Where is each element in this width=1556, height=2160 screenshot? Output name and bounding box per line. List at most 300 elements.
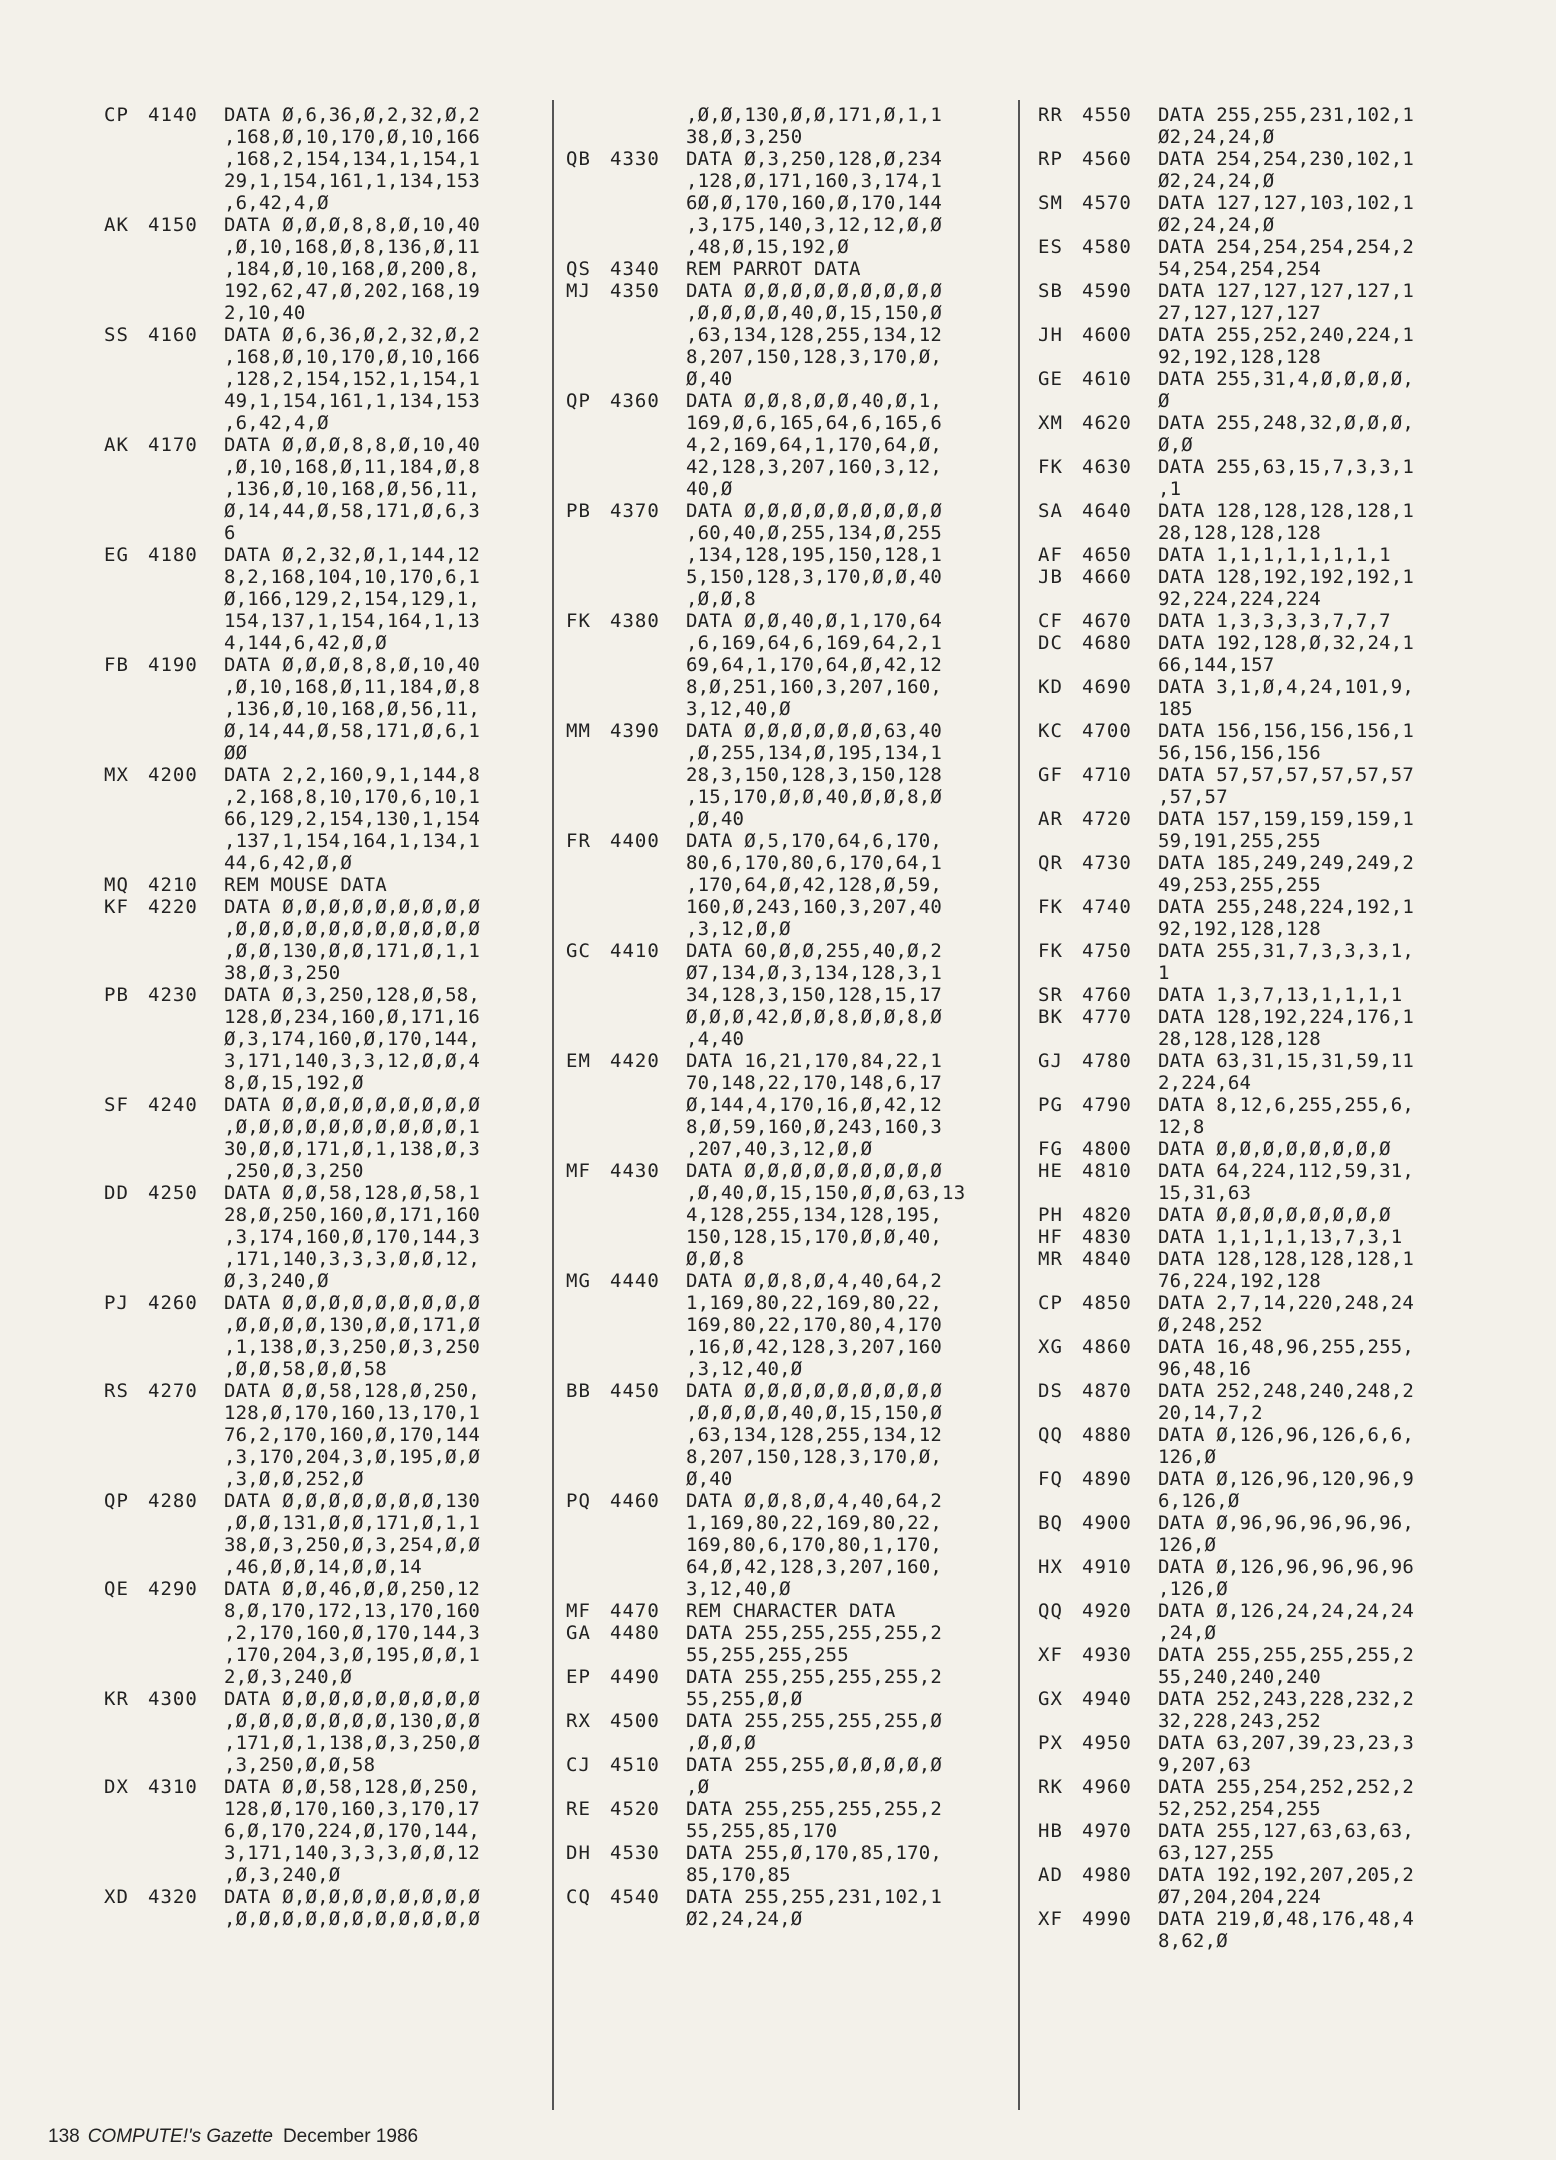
line-code: DATA 128,192,224,176,1 28,128,128,128	[1158, 1006, 1415, 1050]
line-code: DATA Ø,Ø,58,128,Ø,250, 128,Ø,170,160,13,170,1 76,2,170,160,Ø,170,144 ,3,170,204,3,Ø,195,Ø,Ø ,3,Ø,Ø,252,Ø	[224, 1380, 481, 1490]
checksum-tag: PH	[1038, 1204, 1063, 1226]
line-number: 4870	[1082, 1380, 1132, 1402]
line-number: 4240	[148, 1094, 198, 1116]
listing-line	[566, 1622, 1006, 1666]
listing-line	[1038, 632, 1498, 676]
listing-line	[1038, 1864, 1498, 1908]
listing-line	[1038, 1006, 1498, 1050]
listing-line	[1038, 940, 1498, 984]
line-code: DATA Ø,3,250,128,Ø,58, 128,Ø,234,160,Ø,171,16 Ø,3,174,160,Ø,170,144, 3,171,140,3,3,12,Ø,Ø,4 8,Ø,15,192,Ø	[224, 984, 481, 1094]
listing-line	[566, 1754, 1006, 1798]
checksum-tag: CQ	[566, 1886, 591, 1908]
line-code: DATA Ø,Ø,Ø,Ø,Ø,Ø,Ø,Ø	[1158, 1138, 1391, 1160]
listing-line	[566, 610, 1006, 720]
checksum-tag: HB	[1038, 1820, 1063, 1842]
checksum-tag: PJ	[104, 1292, 129, 1314]
line-code: DATA 255,63,15,7,3,3,1 ,1	[1158, 456, 1415, 500]
line-code: DATA Ø,Ø,Ø,Ø,Ø,Ø,Ø,Ø	[1158, 1204, 1391, 1226]
line-code: DATA 3,1,Ø,4,24,101,9, 185	[1158, 676, 1415, 720]
checksum-tag: XG	[1038, 1336, 1063, 1358]
line-code: DATA 254,254,254,254,2 54,254,254,254	[1158, 236, 1415, 280]
listing-line	[566, 104, 1006, 148]
checksum-tag: CF	[1038, 610, 1063, 632]
checksum-tag: PB	[104, 984, 129, 1006]
listing-line	[566, 280, 1006, 390]
checksum-tag: ES	[1038, 236, 1063, 258]
column-divider	[552, 100, 554, 2110]
checksum-tag: CJ	[566, 1754, 591, 1776]
listing-line	[1038, 1776, 1498, 1820]
line-number: 4840	[1082, 1248, 1132, 1270]
line-code: DATA 1,1,1,1,1,1,1,1	[1158, 544, 1391, 566]
line-code: DATA 16,48,96,255,255, 96,48,16	[1158, 1336, 1415, 1380]
checksum-tag: KD	[1038, 676, 1063, 698]
line-code: DATA 185,249,249,249,2 49,253,255,255	[1158, 852, 1415, 896]
line-code: DATA 63,31,15,31,59,11 2,224,64	[1158, 1050, 1415, 1094]
checksum-tag: CP	[104, 104, 129, 126]
listing-column-3	[1038, 104, 1498, 1952]
line-code: REM MOUSE DATA	[224, 874, 387, 896]
line-number: 4490	[610, 1666, 660, 1688]
listing-line	[104, 1688, 544, 1776]
listing-line	[566, 500, 1006, 610]
checksum-tag: JB	[1038, 566, 1063, 588]
line-number: 4600	[1082, 324, 1132, 346]
listing-line	[566, 1490, 1006, 1600]
checksum-tag: SF	[104, 1094, 129, 1116]
checksum-tag: HX	[1038, 1556, 1063, 1578]
listing-line	[1038, 610, 1498, 632]
line-code: DATA Ø,Ø,Ø,8,8,Ø,10,40 ,Ø,10,168,Ø,11,184,Ø,8 ,136,Ø,10,168,Ø,56,11, Ø,14,44,Ø,58,171,Ø,6,3 6	[224, 434, 481, 544]
line-code: DATA 63,207,39,23,23,3 9,207,63	[1158, 1732, 1415, 1776]
checksum-tag: RE	[566, 1798, 591, 1820]
listing-line	[1038, 720, 1498, 764]
line-code: DATA Ø,Ø,Ø,8,8,Ø,10,40 ,Ø,10,168,Ø,11,184,Ø,8 ,136,Ø,10,168,Ø,56,11, Ø,14,44,Ø,58,171,Ø,6,1 ØØ	[224, 654, 481, 764]
listing-line	[104, 654, 544, 764]
line-number: 4710	[1082, 764, 1132, 786]
checksum-tag: MF	[566, 1600, 591, 1622]
line-number: 4920	[1082, 1600, 1132, 1622]
line-number: 4860	[1082, 1336, 1132, 1358]
line-code: DATA 254,254,230,102,1 Ø2,24,24,Ø	[1158, 148, 1415, 192]
checksum-tag: XF	[1038, 1908, 1063, 1930]
listing-line	[104, 764, 544, 874]
line-code: DATA 16,21,170,84,22,1 70,148,22,170,148,6,17 Ø,144,4,170,16,Ø,42,12 8,Ø,59,160,Ø,243,160,3 ,207,40,3,12,Ø,Ø	[686, 1050, 943, 1160]
listing-line	[1038, 808, 1498, 852]
checksum-tag: QQ	[1038, 1424, 1063, 1446]
line-number: 4260	[148, 1292, 198, 1314]
listing-line	[104, 1578, 544, 1688]
checksum-tag: FK	[1038, 456, 1063, 478]
listing-line	[1038, 104, 1498, 148]
listing-column-1	[104, 104, 544, 1930]
checksum-tag: HE	[1038, 1160, 1063, 1182]
listing-line	[1038, 896, 1498, 940]
line-number: 4960	[1082, 1776, 1132, 1798]
line-number: 4350	[610, 280, 660, 302]
line-number: 4140	[148, 104, 198, 126]
line-number: 4970	[1082, 1820, 1132, 1842]
listing-line	[566, 1050, 1006, 1160]
line-number: 4790	[1082, 1094, 1132, 1116]
checksum-tag: PG	[1038, 1094, 1063, 1116]
line-code: DATA 2,7,14,220,248,24 Ø,248,252	[1158, 1292, 1415, 1336]
line-code: DATA 156,156,156,156,1 56,156,156,156	[1158, 720, 1415, 764]
checksum-tag: RP	[1038, 148, 1063, 170]
checksum-tag: PX	[1038, 1732, 1063, 1754]
listing-line	[104, 1380, 544, 1490]
line-code: DATA Ø,Ø,58,128,Ø,58,1 28,Ø,250,160,Ø,171,160 ,3,174,160,Ø,170,144,3 ,171,140,3,3,3,Ø,Ø,12, Ø,3,240,Ø	[224, 1182, 481, 1292]
line-code: ,Ø,Ø,130,Ø,Ø,171,Ø,1,1 38,Ø,3,250	[686, 104, 943, 148]
checksum-tag: EM	[566, 1050, 591, 1072]
listing-line	[566, 148, 1006, 258]
line-number: 4160	[148, 324, 198, 346]
checksum-tag: DH	[566, 1842, 591, 1864]
listing-line	[104, 104, 544, 214]
line-code: DATA 255,248,32,Ø,Ø,Ø, Ø,Ø	[1158, 412, 1415, 456]
line-number: 4770	[1082, 1006, 1132, 1028]
line-code: DATA 252,243,228,232,2 32,228,243,252	[1158, 1688, 1415, 1732]
line-code: DATA 1,3,7,13,1,1,1,1	[1158, 984, 1403, 1006]
line-code: DATA Ø,126,24,24,24,24 ,24,Ø	[1158, 1600, 1415, 1644]
line-code: DATA 255,255,Ø,Ø,Ø,Ø,Ø ,Ø	[686, 1754, 943, 1798]
line-number: 4450	[610, 1380, 660, 1402]
listing-line	[104, 324, 544, 434]
line-code: DATA 255,255,255,255,Ø ,Ø,Ø,Ø	[686, 1710, 943, 1754]
line-code: DATA 255,254,252,252,2 52,252,254,255	[1158, 1776, 1415, 1820]
listing-line	[1038, 236, 1498, 280]
listing-line	[1038, 192, 1498, 236]
line-number: 4720	[1082, 808, 1132, 830]
line-code: DATA 192,192,207,205,2 Ø7,204,204,224	[1158, 1864, 1415, 1908]
checksum-tag: GC	[566, 940, 591, 962]
checksum-tag: MX	[104, 764, 129, 786]
checksum-tag: QR	[1038, 852, 1063, 874]
checksum-tag: EG	[104, 544, 129, 566]
page-footer	[48, 2126, 418, 2148]
line-code: DATA 8,12,6,255,255,6, 12,8	[1158, 1094, 1415, 1138]
listing-line	[566, 1270, 1006, 1380]
line-code: DATA Ø,126,96,126,6,6, 126,Ø	[1158, 1424, 1415, 1468]
line-number: 4850	[1082, 1292, 1132, 1314]
listing-line	[1038, 1468, 1498, 1512]
checksum-tag: JH	[1038, 324, 1063, 346]
checksum-tag: XM	[1038, 412, 1063, 434]
checksum-tag: FK	[1038, 896, 1063, 918]
checksum-tag: AR	[1038, 808, 1063, 830]
listing-line	[1038, 1512, 1498, 1556]
line-code: DATA 128,128,128,128,1 76,224,192,128	[1158, 1248, 1415, 1292]
line-number: 4270	[148, 1380, 198, 1402]
checksum-tag: RR	[1038, 104, 1063, 126]
line-code: DATA 255,255,255,255,2 55,240,240,240	[1158, 1644, 1415, 1688]
line-code: DATA 255,127,63,63,63, 63,127,255	[1158, 1820, 1415, 1864]
line-code: DATA Ø,2,32,Ø,1,144,12 8,2,168,104,10,170,6,1 Ø,166,129,2,154,129,1, 154,137,1,154,164,1,13 4,144,6,42,Ø,Ø	[224, 544, 481, 654]
listing-line	[1038, 1226, 1498, 1248]
line-number: 4390	[610, 720, 660, 742]
listing-line	[104, 1886, 544, 1930]
line-number: 4890	[1082, 1468, 1132, 1490]
line-code: DATA 255,255,231,102,1 Ø2,24,24,Ø	[1158, 104, 1415, 148]
line-code: DATA 127,127,103,102,1 Ø2,24,24,Ø	[1158, 192, 1415, 236]
line-number: 4800	[1082, 1138, 1132, 1160]
line-code: DATA Ø,Ø,Ø,8,8,Ø,10,40 ,Ø,10,168,Ø,8,136,Ø,11 ,184,Ø,10,168,Ø,200,8, 192,62,47,Ø,202,168,19 2,10,40	[224, 214, 481, 324]
checksum-tag: DX	[104, 1776, 129, 1798]
line-number: 4340	[610, 258, 660, 280]
line-number: 4200	[148, 764, 198, 786]
listing-line	[1038, 1688, 1498, 1732]
checksum-tag: DS	[1038, 1380, 1063, 1402]
line-number: 4190	[148, 654, 198, 676]
line-number: 4280	[148, 1490, 198, 1512]
listing-line	[566, 1886, 1006, 1930]
listing-line	[1038, 1380, 1498, 1424]
listing-line	[1038, 1160, 1498, 1204]
checksum-tag: FB	[104, 654, 129, 676]
checksum-tag: SA	[1038, 500, 1063, 522]
line-code: DATA 128,192,192,192,1 92,224,224,224	[1158, 566, 1415, 610]
publication-name: COMPUTE!'s Gazette	[87, 2126, 273, 2147]
listing-line	[104, 1182, 544, 1292]
line-code: DATA 255,248,224,192,1 92,192,128,128	[1158, 896, 1415, 940]
line-number: 4210	[148, 874, 198, 896]
listing-line	[1038, 764, 1498, 808]
listing-line	[1038, 1138, 1498, 1160]
listing-line	[1038, 1644, 1498, 1688]
line-code: DATA Ø,Ø,8,Ø,4,40,64,2 1,169,80,22,169,80,22, 169,80,22,170,80,4,170 ,16,Ø,42,128,3,207,160 ,3,12,40,Ø	[686, 1270, 943, 1380]
line-number: 4940	[1082, 1688, 1132, 1710]
line-code: DATA 255,255,255,255,2 55,255,255,255	[686, 1622, 943, 1666]
checksum-tag: MG	[566, 1270, 591, 1292]
line-number: 4410	[610, 940, 660, 962]
line-number: 4380	[610, 610, 660, 632]
line-code: DATA Ø,Ø,Ø,Ø,Ø,Ø,Ø,Ø,Ø ,Ø,40,Ø,15,150,Ø,Ø,63,13 4,128,255,134,128,195, 150,128,15,170,Ø,Ø,40, Ø,Ø,8	[686, 1160, 966, 1270]
line-code: DATA 2,2,160,9,1,144,8 ,2,168,8,10,170,6,10,1 66,129,2,154,130,1,154 ,137,1,154,164,1,134,1 44,6,42,Ø,Ø	[224, 764, 481, 874]
listing-line	[1038, 412, 1498, 456]
listing-line	[1038, 1292, 1498, 1336]
line-number: 4740	[1082, 896, 1132, 918]
line-number: 4330	[610, 148, 660, 170]
line-code: DATA Ø,6,36,Ø,2,32,Ø,2 ,168,Ø,10,170,Ø,10,166 ,168,2,154,134,1,154,1 29,1,154,161,1,134,153 ,6,42,4,Ø	[224, 104, 481, 214]
checksum-tag: DD	[104, 1182, 129, 1204]
checksum-tag: RS	[104, 1380, 129, 1402]
checksum-tag: KC	[1038, 720, 1063, 742]
checksum-tag: XD	[104, 1886, 129, 1908]
listing-line	[566, 258, 1006, 280]
line-number: 4420	[610, 1050, 660, 1072]
listing-line	[1038, 984, 1498, 1006]
listing-line	[1038, 1424, 1498, 1468]
line-code: DATA 192,128,Ø,32,24,1 66,144,157	[1158, 632, 1415, 676]
line-code: DATA Ø,Ø,58,128,Ø,250, 128,Ø,170,160,3,170,17 6,Ø,170,224,Ø,170,144, 3,171,140,3,3,3,Ø,Ø,12 ,Ø,3,240,Ø	[224, 1776, 481, 1886]
line-code: DATA 255,Ø,170,85,170, 85,170,85	[686, 1842, 943, 1886]
line-code: DATA Ø,Ø,8,Ø,4,40,64,2 1,169,80,22,169,80,22, 169,80,6,170,80,1,170, 64,Ø,42,128,3,207,160, 3,12,40,Ø	[686, 1490, 943, 1600]
line-code: DATA Ø,Ø,Ø,Ø,Ø,Ø,Ø,Ø,Ø ,Ø,Ø,Ø,Ø,Ø,Ø,Ø,130,Ø,Ø ,171,Ø,1,138,Ø,3,250,Ø ,3,250,Ø,Ø,58	[224, 1688, 481, 1776]
checksum-tag: FK	[1038, 940, 1063, 962]
line-code: DATA Ø,6,36,Ø,2,32,Ø,2 ,168,Ø,10,170,Ø,10,166 ,128,2,154,152,1,154,1 49,1,154,161,1,134,153 ,6,42,4,Ø	[224, 324, 481, 434]
line-number: 4560	[1082, 148, 1132, 170]
checksum-tag: BQ	[1038, 1512, 1063, 1534]
line-number: 4900	[1082, 1512, 1132, 1534]
checksum-tag: QE	[104, 1578, 129, 1600]
listing-line	[1038, 500, 1498, 544]
checksum-tag: AK	[104, 434, 129, 456]
listing-line	[1038, 566, 1498, 610]
line-code: DATA Ø,3,250,128,Ø,234 ,128,Ø,171,160,3,174,1 6Ø,Ø,170,160,Ø,170,144 ,3,175,140,3,12,12,Ø,Ø ,48,Ø,15,192,Ø	[686, 148, 943, 258]
line-code: DATA 252,248,240,248,2 20,14,7,2	[1158, 1380, 1415, 1424]
line-number: 4630	[1082, 456, 1132, 478]
page-number: 138	[48, 2126, 80, 2147]
listing-line	[566, 830, 1006, 940]
line-number: 4730	[1082, 852, 1132, 874]
line-code: DATA Ø,Ø,Ø,Ø,Ø,Ø,Ø,Ø,Ø ,Ø,Ø,Ø,Ø,40,Ø,15,150,Ø ,63,134,128,255,134,12 8,207,150,128,3,170,Ø, Ø,40	[686, 1380, 943, 1490]
listing-line	[1038, 1204, 1498, 1226]
checksum-tag: GX	[1038, 1688, 1063, 1710]
listing-line	[1038, 1248, 1498, 1292]
listing-line	[1038, 1336, 1498, 1380]
line-code: DATA 255,255,255,255,2 55,255,85,170	[686, 1798, 943, 1842]
checksum-tag: GF	[1038, 764, 1063, 786]
line-code: DATA Ø,Ø,46,Ø,Ø,250,12 8,Ø,170,172,13,170,160 ,2,170,160,Ø,170,144,3 ,170,204,3,Ø,195,Ø,Ø,1 2,Ø,3,240,Ø	[224, 1578, 481, 1688]
line-code: DATA Ø,96,96,96,96,96, 126,Ø	[1158, 1512, 1415, 1556]
line-code: DATA Ø,Ø,Ø,Ø,Ø,Ø,Ø,Ø,Ø ,Ø,Ø,Ø,Ø,Ø,Ø,Ø,Ø,Ø,Ø,Ø ,Ø,Ø,130,Ø,Ø,171,Ø,1,1 38,Ø,3,250	[224, 896, 481, 984]
checksum-tag: BB	[566, 1380, 591, 1402]
checksum-tag: SR	[1038, 984, 1063, 1006]
line-number: 4320	[148, 1886, 198, 1908]
line-code: DATA 1,3,3,3,3,7,7,7	[1158, 610, 1391, 632]
listing-line	[1038, 1094, 1498, 1138]
line-code: DATA Ø,Ø,Ø,Ø,Ø,Ø,Ø,Ø,Ø ,Ø,Ø,Ø,Ø,Ø,Ø,Ø,Ø,Ø,Ø,Ø	[224, 1886, 481, 1930]
line-number: 4530	[610, 1842, 660, 1864]
line-code: DATA 1,1,1,1,13,7,3,1	[1158, 1226, 1403, 1248]
line-number: 4670	[1082, 610, 1132, 632]
line-number: 4810	[1082, 1160, 1132, 1182]
listing-line	[1038, 1820, 1498, 1864]
checksum-tag: QQ	[1038, 1600, 1063, 1622]
listing-line	[566, 1380, 1006, 1490]
line-number: 4590	[1082, 280, 1132, 302]
line-number: 4400	[610, 830, 660, 852]
checksum-tag: MJ	[566, 280, 591, 302]
listing-line	[104, 214, 544, 324]
line-code: DATA 219,Ø,48,176,48,4 8,62,Ø	[1158, 1908, 1415, 1952]
line-number: 4580	[1082, 236, 1132, 258]
line-code: DATA 255,31,7,3,3,3,1, 1	[1158, 940, 1415, 984]
listing-line	[566, 1160, 1006, 1270]
line-number: 4990	[1082, 1908, 1132, 1930]
checksum-tag: MF	[566, 1160, 591, 1182]
line-code: DATA 64,224,112,59,31, 15,31,63	[1158, 1160, 1415, 1204]
listing-line	[104, 1292, 544, 1380]
line-code: DATA Ø,Ø,Ø,Ø,Ø,Ø,Ø,Ø,Ø ,Ø,Ø,Ø,Ø,130,Ø,Ø,171,Ø ,1,138,Ø,3,250,Ø,3,250 ,Ø,Ø,58,Ø,Ø,58	[224, 1292, 481, 1380]
line-number: 4230	[148, 984, 198, 1006]
listing-line	[566, 940, 1006, 1050]
listing-line	[1038, 148, 1498, 192]
checksum-tag: AF	[1038, 544, 1063, 566]
line-number: 4780	[1082, 1050, 1132, 1072]
line-number: 4750	[1082, 940, 1132, 962]
listing-line	[104, 434, 544, 544]
checksum-tag: XF	[1038, 1644, 1063, 1666]
listing-line	[1038, 280, 1498, 324]
listing-line	[1038, 676, 1498, 720]
listing-line	[566, 1842, 1006, 1886]
line-number: 4830	[1082, 1226, 1132, 1248]
line-number: 4620	[1082, 412, 1132, 434]
listing-line	[566, 1798, 1006, 1842]
line-number: 4570	[1082, 192, 1132, 214]
listing-line	[1038, 324, 1498, 368]
checksum-tag: QS	[566, 258, 591, 280]
checksum-tag: PQ	[566, 1490, 591, 1512]
line-number: 4170	[148, 434, 198, 456]
line-number: 4520	[610, 1798, 660, 1820]
line-number: 4610	[1082, 368, 1132, 390]
listing-line	[566, 1600, 1006, 1622]
checksum-tag: GA	[566, 1622, 591, 1644]
line-code: DATA Ø,126,96,96,96,96 ,126,Ø	[1158, 1556, 1415, 1600]
checksum-tag: QB	[566, 148, 591, 170]
checksum-tag: SS	[104, 324, 129, 346]
line-code: REM PARROT DATA	[686, 258, 861, 280]
listing-line	[566, 390, 1006, 500]
listing-line	[104, 896, 544, 984]
issue-date: December 1986	[282, 2126, 419, 2147]
line-code: DATA Ø,Ø,Ø,Ø,Ø,Ø,Ø,Ø,Ø ,Ø,Ø,Ø,Ø,40,Ø,15,150,Ø ,63,134,128,255,134,12 8,207,150,128,3,170,Ø, Ø,40	[686, 280, 943, 390]
listing-line	[566, 1710, 1006, 1754]
line-code: DATA Ø,Ø,Ø,Ø,Ø,Ø,Ø,Ø,Ø ,Ø,Ø,Ø,Ø,Ø,Ø,Ø,Ø,Ø,Ø,1 30,Ø,Ø,171,Ø,1,138,Ø,3 ,250,Ø,3,250	[224, 1094, 481, 1182]
checksum-tag: HF	[1038, 1226, 1063, 1248]
line-number: 4150	[148, 214, 198, 236]
line-code: DATA Ø,126,96,120,96,9 6,126,Ø	[1158, 1468, 1415, 1512]
listing-line	[1038, 1732, 1498, 1776]
listing-line	[1038, 1600, 1498, 1644]
listing-line	[1038, 1556, 1498, 1600]
line-number: 4980	[1082, 1864, 1132, 1886]
line-number: 4360	[610, 390, 660, 412]
listing-line	[1038, 1050, 1498, 1094]
listing-line	[1038, 1908, 1498, 1952]
line-number: 4470	[610, 1600, 660, 1622]
checksum-tag: GE	[1038, 368, 1063, 390]
line-number: 4550	[1082, 104, 1132, 126]
checksum-tag: BK	[1038, 1006, 1063, 1028]
checksum-tag: RK	[1038, 1776, 1063, 1798]
checksum-tag: KF	[104, 896, 129, 918]
line-number: 4820	[1082, 1204, 1132, 1226]
line-code: DATA 255,255,255,255,2 55,255,Ø,Ø	[686, 1666, 943, 1710]
checksum-tag: DC	[1038, 632, 1063, 654]
line-code: REM CHARACTER DATA	[686, 1600, 896, 1622]
checksum-tag: QP	[566, 390, 591, 412]
line-number: 4760	[1082, 984, 1132, 1006]
line-number: 4540	[610, 1886, 660, 1908]
checksum-tag: MM	[566, 720, 591, 742]
listing-line	[104, 874, 544, 896]
checksum-tag: AK	[104, 214, 129, 236]
line-number: 4660	[1082, 566, 1132, 588]
listing-line	[104, 1094, 544, 1182]
checksum-tag: FQ	[1038, 1468, 1063, 1490]
listing-line	[104, 1776, 544, 1886]
listing-line	[566, 720, 1006, 830]
line-code: DATA 255,255,231,102,1 Ø2,24,24,Ø	[686, 1886, 943, 1930]
checksum-tag: FK	[566, 610, 591, 632]
line-number: 4300	[148, 1688, 198, 1710]
listing-line	[1038, 368, 1498, 412]
line-number: 4430	[610, 1160, 660, 1182]
listing-line	[104, 984, 544, 1094]
